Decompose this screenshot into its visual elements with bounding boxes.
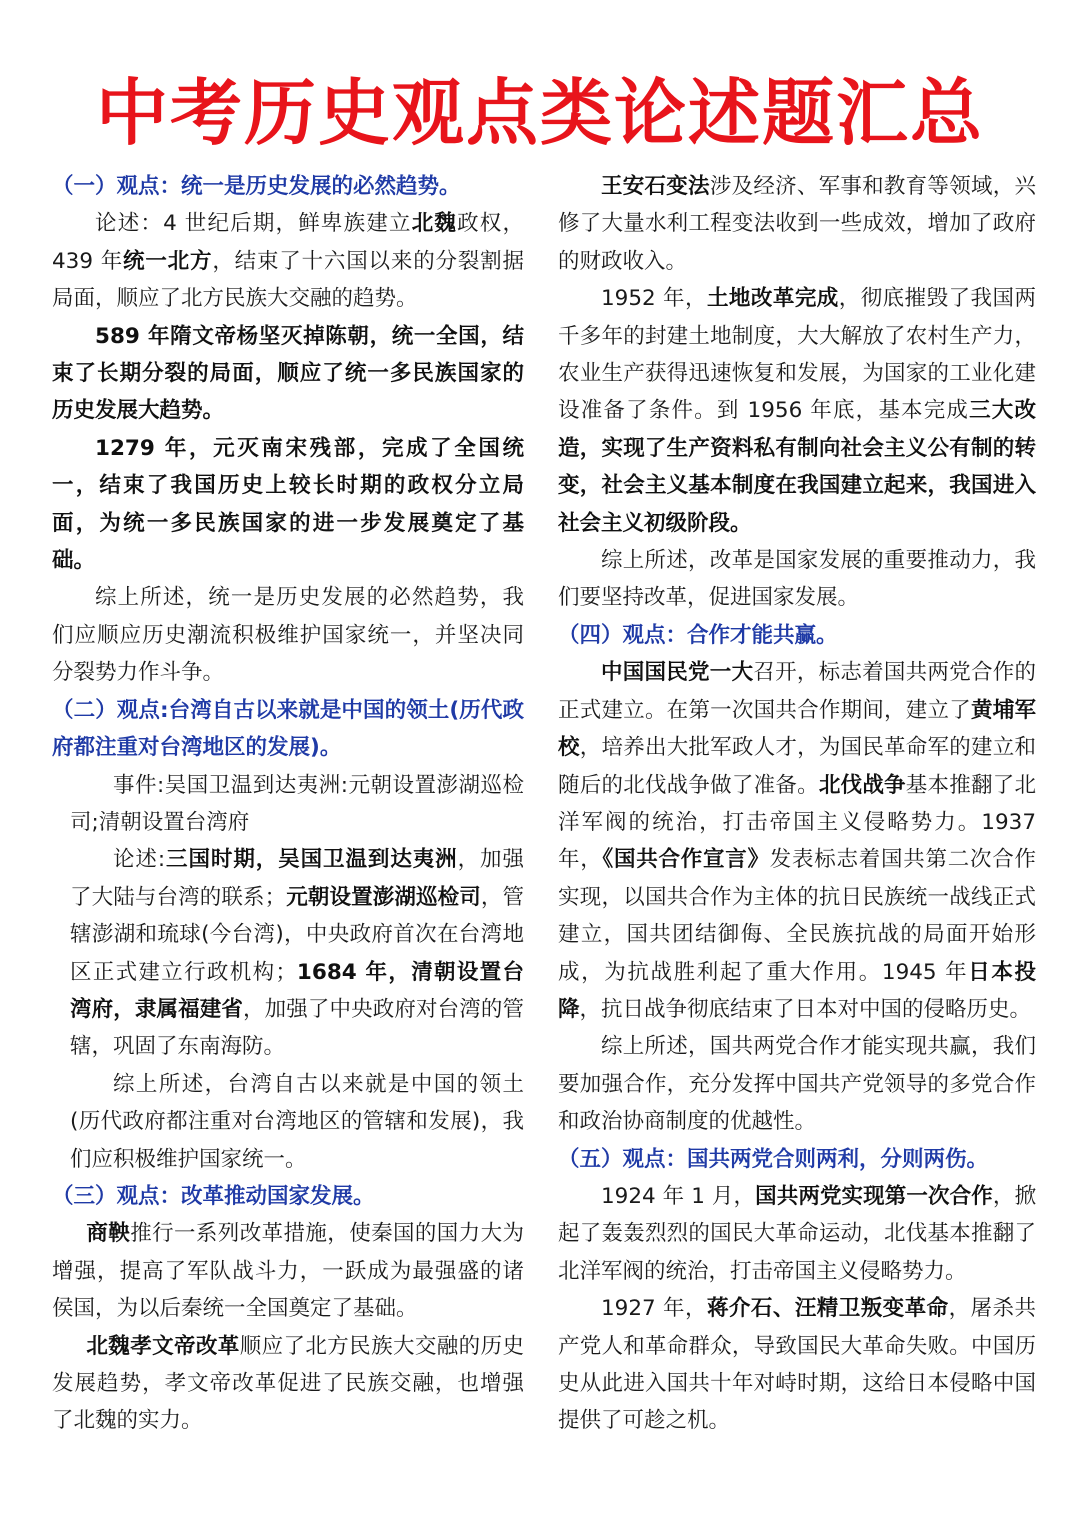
paragraph: 论述:三国时期，吴国卫温到达夷洲，加强了大陆与台湾的联系；元朝设置澎湖巡检司，管辖澎湖和琉球(今台湾)，中央政府首次在台湾地区正式建立行政机构；1684 年，清朝设置台湾府，隶属福建省，加强了中央政府对台湾的管辖，巩固了东南海防。: [70, 847, 524, 1060]
paragraph: 北魏孝文帝改革顺应了北方民族大交融的历史 发展趋势，孝文帝改革促进了民族交融，也增强了北魏的实力。: [52, 1333, 524, 1434]
section-heading-3: （三）观点：改革推动国家发展。: [52, 1183, 375, 1209]
right-column: [558, 168, 1036, 1440]
paragraph: 综上所述，台湾自古以来就是中国的领土(历代政府都注重对台湾地区的管辖和发展)，我们应积极维护国家统一。: [70, 1071, 524, 1172]
paragraph: 1927 年，蒋介石、汪精卫叛变革命，屠杀共产党人和革命群众，导致国民大革命失败。中国历史从此进入国共十年对峙时期，这给日本侵略中国提供了可趁之机。: [558, 1296, 1036, 1434]
paragraph-bold: 589 年隋文帝杨坚灭掉陈朝，统一全国，结束了长期分裂的局面，顺应了统一多民族国家的历史发展大趋势。: [52, 323, 524, 424]
section-heading-5: （五）观点：国共两党合则两利，分则两伤。: [558, 1146, 989, 1172]
left-column: [52, 168, 524, 1440]
paragraph: 王安石变法涉及经济、军事和教育等领域，兴修了大量水利工程变法收到一些成效，增加了政府的财政收入。: [558, 174, 1036, 274]
section-heading-1: （一）观点：统一是历史发展的必然趋势。: [52, 174, 461, 199]
section-heading-2: （二）观点:台湾自古以来就是中国的领土(历代政府都注重对台湾地区的发展)。: [52, 697, 524, 761]
section-heading-4: （四）观点：合作才能共赢。: [558, 622, 838, 648]
paragraph: 论述：4 世纪后期，鲜卑族建立北魏政权，439 年统一北方，结束了十六国以来的分裂割据局面，顺应了北方民族大交融的趋势。: [52, 211, 524, 312]
paragraph: 综上所述，统一是历史发展的必然趋势，我们应顺应历史潮流积极维护国家统一，并坚决同分裂势力作斗争。: [52, 585, 524, 686]
paragraph: 1952 年，土地改革完成，彻底摧毁了我国两千多年的封建土地制度，大大解放了农村生产力，农业生产获得迅速恢复和发展，为国家的工业化建设准备了条件。到 1956 年底，基本完成三大改造，实现了生产资料私有制向社会主义公有制的转变，社会主义基本制度在我国建立起来，我国进入社会主义初级阶段。: [558, 286, 1036, 536]
paragraph: 中国国民党一大召开，标志着国共两党合作的正式建立。在第一次国共合作期间，建立了黄埔军校，培养出大批军政人才，为国民革命军的建立和随后的北伐战争做了准备。北伐战争基本推翻了北洋军阀的统治，打击帝国主义侵略势力。1937 年，《国共合作宣言》发表标志着国共第二次合作实现，以国共合作为主体的抗日民族统一战线正式建立，国共团结御侮、全民族抗战的局面开始形成，为抗战胜利起了重大作用。1945 年日本投降，抗日战争彻底结束了日本对中国的侵略历史。: [558, 660, 1036, 1022]
paragraph: 1924 年 1 月，国共两党实现第一次合作，掀起了轰轰烈烈的国民大革命运动，北伐基本推翻了北洋军阀的统治，打击帝国主义侵略势力。: [558, 1183, 1036, 1284]
paragraph: 综上所述，国共两党合作才能实现共赢，我们要加强合作，充分发挥中国共产党领导的多党合作和政治协商制度的优越性。: [558, 1034, 1036, 1135]
paragraph: 商鞅推行一系列改革措施，使秦国的国力大为增强，提高了军队战斗力，一跃成为最强盛的诸侯国，为以后秦统一全国奠定了基础。: [52, 1221, 524, 1322]
page-title: 中考历史观点类论述题汇总: [95, 71, 984, 155]
paragraph: 综上所述，改革是国家发展的重要推动力，我们要坚持改革，促进国家发展。: [558, 548, 1036, 611]
paragraph-bold: 1279 年，元灭南宋残部，完成了全国统一，结束了我国历史上较长时期的政权分立局面，为统一多民族国家的进一步发展奠定了基础。: [52, 435, 524, 574]
paragraph: 事件:吴国卫温到达夷洲:元朝设置澎湖巡检司;清朝设置台湾府: [70, 772, 524, 835]
